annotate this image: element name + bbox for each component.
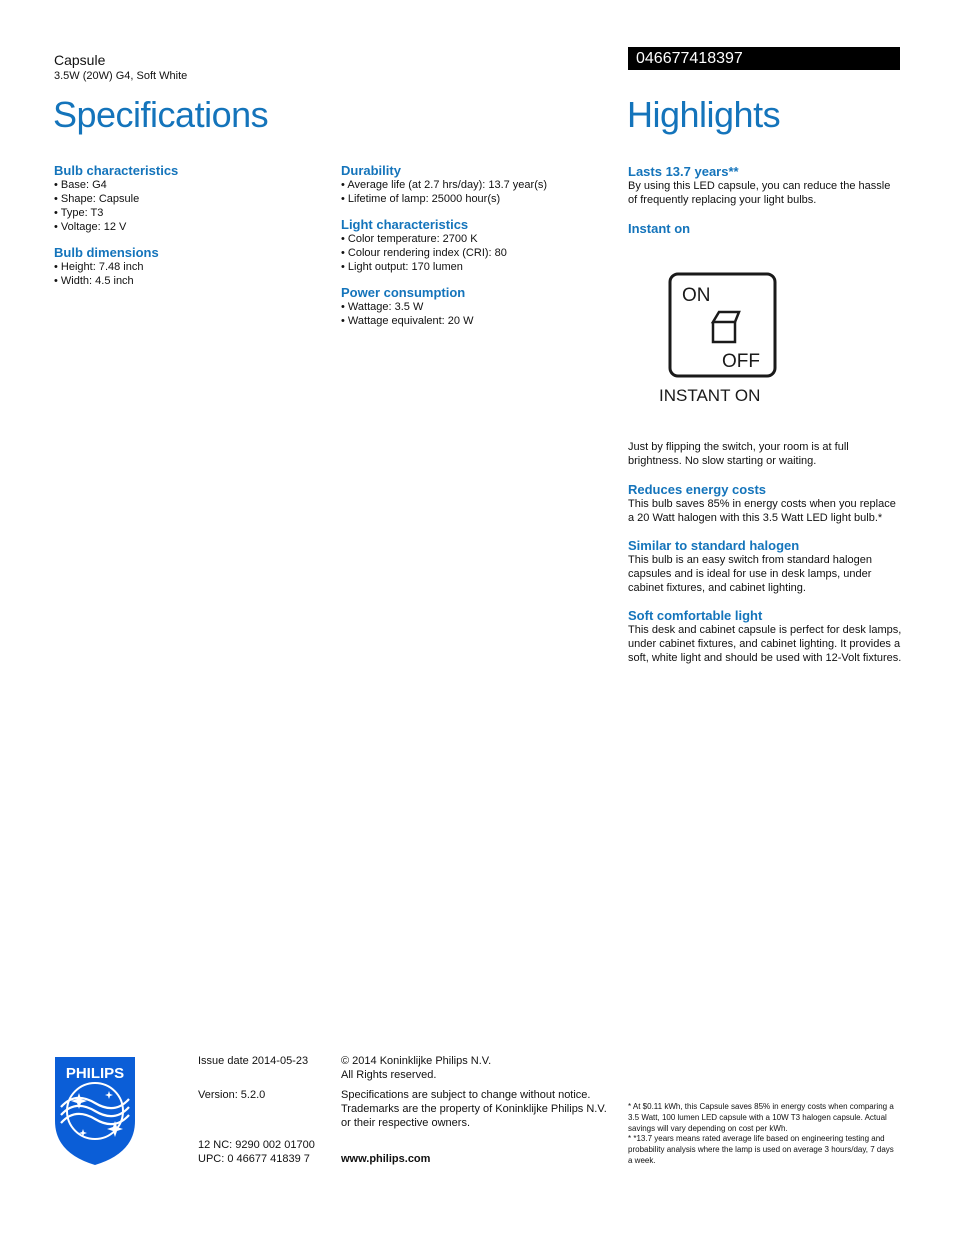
website-link[interactable]: www.philips.com <box>341 1153 431 1165</box>
bulb-characteristics-list <box>54 178 319 234</box>
section-title-durability: Durability <box>341 163 401 178</box>
list-item: • Voltage: 12 V <box>54 220 319 234</box>
highlights-title: Highlights <box>627 94 781 135</box>
list-item: • Lifetime of lamp: 25000 hour(s) <box>341 192 606 206</box>
list-item: • Base: G4 <box>54 178 319 192</box>
philips-logo-text: PHILIPS <box>65 1065 125 1082</box>
section-title-bulb-dimensions: Bulb dimensions <box>54 245 159 260</box>
list-item: • Color temperature: 2700 K <box>341 232 606 246</box>
highlight-text: This bulb saves 85% in energy costs when you replace a 20 Watt halogen with this 3.5 Watt LED light bulb.* <box>628 498 896 524</box>
highlight-title: Similar to standard halogen <box>628 538 800 553</box>
list-item: • Colour rendering index (CRI): 80 <box>341 246 606 260</box>
issue-date: Issue date 2014-05-23 <box>198 1055 309 1067</box>
highlight-text: This desk and cabinet capsule is perfect for desk lamps, under cabinet fixtures, and cabinet lighting. It provides a soft, white light and should be used with 12-Volt fixtures. <box>628 624 902 664</box>
list-item: • Type: T3 <box>54 206 319 220</box>
disclaimer: Specifications are subject to change without notice. Trademarks are the property of Koninklijke Philips N.V. or their respective owners. <box>341 1089 607 1129</box>
highlight-energy <box>628 482 902 525</box>
footnote-lifetime: * *13.7 years means rated average life based on engineering testing and probability analysis where the lamp is used on average 3 hours/day, 7 days a week. <box>628 1134 894 1165</box>
section-title-bulb-characteristics: Bulb characteristics <box>54 163 179 178</box>
highlight-text: Just by flipping the switch, your room is at full brightness. No slow starting or waiting. <box>628 441 849 467</box>
list-item: • Width: 4.5 inch <box>54 274 319 288</box>
list-item: • Light output: 170 lumen <box>341 260 606 274</box>
list-item: • Height: 7.48 inch <box>54 260 319 274</box>
light-characteristics-list <box>341 232 606 274</box>
bulb-dimensions-list <box>54 260 319 288</box>
highlight-text: This bulb is an easy switch from standard halogen capsules and is ideal for use in desk lamps, under cabinet fixtures, and cabinet lighting. <box>628 554 872 594</box>
icon-on-label: ON <box>682 285 711 306</box>
highlight-title: Soft comfortable light <box>628 608 763 623</box>
instant-on-switch-icon <box>655 268 795 408</box>
philips-logo <box>53 1055 137 1167</box>
highlight-lasts <box>628 164 902 207</box>
nc-number: 12 NC: 9290 002 01700 <box>198 1139 315 1151</box>
power-consumption-list <box>341 300 606 328</box>
product-code: 046677418397 <box>636 50 743 67</box>
durability-list <box>341 178 606 206</box>
specs-column-left <box>54 163 319 299</box>
version: Version: 5.2.0 <box>198 1089 266 1101</box>
icon-off-label: OFF <box>722 351 760 372</box>
copyright: © 2014 Koninklijke Philips N.V. <box>341 1055 492 1067</box>
section-title-power-consumption: Power consumption <box>341 285 466 300</box>
product-name: Capsule <box>54 52 106 68</box>
highlight-instant-on <box>628 221 902 236</box>
highlight-title: Lasts 13.7 years** <box>628 164 739 179</box>
upc-number: UPC: 0 46677 41839 7 <box>198 1153 310 1165</box>
highlight-text: By using this LED capsule, you can reduce the hassle of frequently replacing your light bulbs. <box>628 180 891 206</box>
highlight-halogen <box>628 538 902 595</box>
highlight-soft-light <box>628 608 902 665</box>
list-item: • Wattage equivalent: 20 W <box>341 314 606 328</box>
icon-caption: INSTANT ON <box>659 386 761 405</box>
product-code-bar <box>628 47 900 70</box>
list-item: • Average life (at 2.7 hrs/day): 13.7 year(s) <box>341 178 606 192</box>
list-item: • Wattage: 3.5 W <box>341 300 606 314</box>
highlight-instant-on-text <box>628 440 902 468</box>
section-title-light-characteristics: Light characteristics <box>341 217 469 232</box>
highlight-title: Reduces energy costs <box>628 482 767 497</box>
specifications-title: Specifications <box>53 94 269 135</box>
list-item: • Shape: Capsule <box>54 192 319 206</box>
specs-column-middle <box>341 163 606 339</box>
product-subtitle: 3.5W (20W) G4, Soft White <box>54 70 188 82</box>
footnote-energy: * At $0.11 kWh, this Capsule saves 85% in energy costs when comparing a 3.5 Watt, 100 lumen LED capsule with a 10W T3 halogen capsule. Actual savings will vary depending on cost per kWh. <box>628 1102 894 1133</box>
rights: All Rights reserved. <box>341 1069 437 1081</box>
highlight-title: Instant on <box>628 221 691 236</box>
